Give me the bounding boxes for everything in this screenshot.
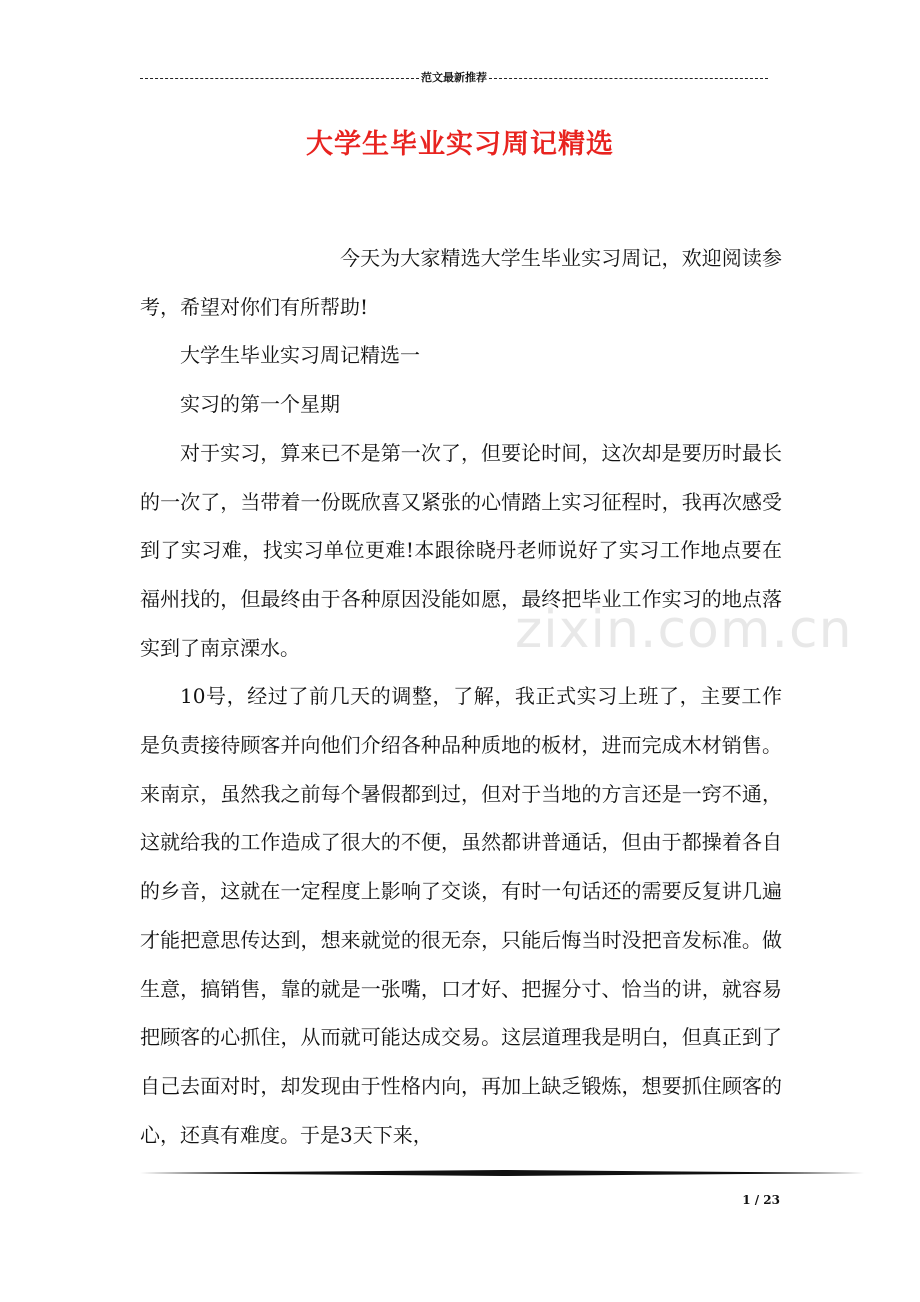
- body-paragraph: 10号，经过了前几天的调整，了解，我正式实习上班了，主要工作是负责接待顾客并向他们介绍各种品种质地的板材，进而完成木材销售。来南京，虽然我之前每个暑假都到过，但对于当地的方言还是一窍不通，这就给我的工作造成了很大的不便，虽然都讲普通话，但由于都操着各自的乡音，这就在一定程度上影响了交谈，有时一句话还的需要反复讲几遍才能把意思传达到，想来就觉的很无奈，只能后悔当时没把音发标准。做生意，搞销售，靠的就是一张嘴，口才好、把握分寸、恰当的讲，就容易把顾客的心抓住，从而就可能达成交易。这层道理我是明白，但真正到了自己去面对时，却发现由于性格内向，再加上缺乏锻炼，想要抓住顾客的心，还真有难度。于是3天下来，: [140, 684, 782, 1147]
- header-label: 范文最新推荐: [421, 71, 487, 84]
- watermark: zixin.com.cn: [515, 600, 853, 660]
- week-heading: 实习的第一个星期: [180, 392, 340, 417]
- document-title: 大学生毕业实习周记精选: [306, 129, 614, 160]
- page-number: 1 / 23: [742, 1193, 780, 1207]
- intro-paragraph: 今天为大家精选大学生毕业实习周记，欢迎阅读参考，希望对你们有所帮助!: [140, 246, 782, 319]
- body-paragraph: 对于实习，算来已不是第一次了，但要论时间，这次却是要历时最长的一次了，当带着一份既欣喜又紧张的心情踏上实习征程时，我再次感受到了实习难，找实习单位更难!本跟徐晓丹老师说好了实习工作地点要在福州找的，但最终由于各种原因没能如愿，最终把毕业工作实习的地点落实到了南京溧水。: [140, 440, 782, 660]
- page-header: [140, 68, 768, 86]
- header-dash-left: [140, 78, 419, 79]
- section-heading: 大学生毕业实习周记精选一: [180, 343, 420, 368]
- header-dash-right: [489, 78, 768, 79]
- footer-rule: [140, 1170, 864, 1176]
- document-body: [140, 234, 782, 1159]
